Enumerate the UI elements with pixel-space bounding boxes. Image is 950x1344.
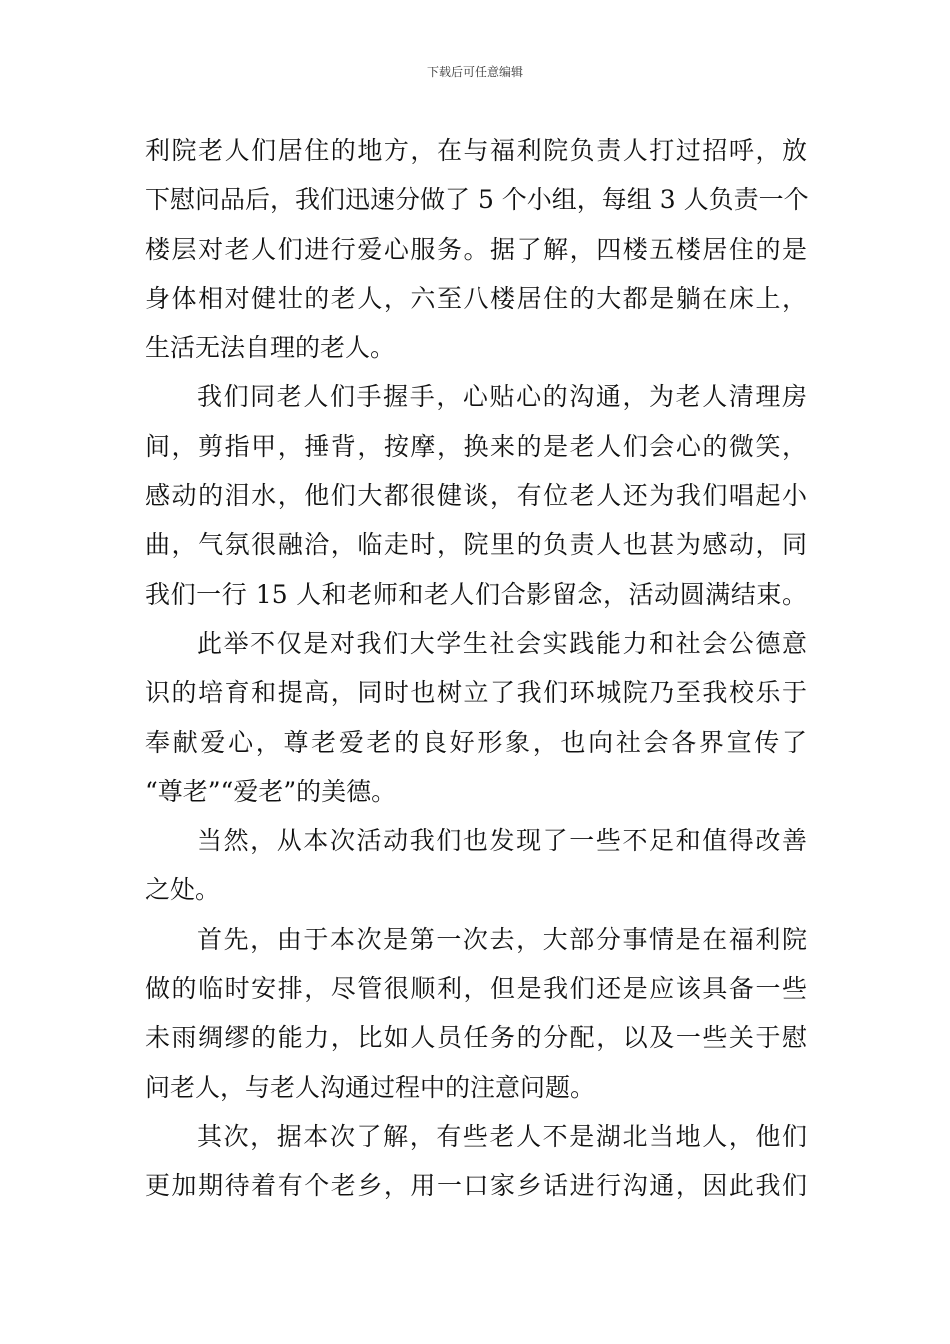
text-line: 未雨绸缪的能力，比如人员任务的分配，以及一些关于慰: [145, 1023, 807, 1053]
text-line: 首先，由于本次是第一次去，大部分事情是在福利院: [197, 924, 807, 954]
text-line: 更加期待着有个老乡，用一口家乡话进行沟通，因此我们: [145, 1171, 807, 1201]
text-line: 身体相对健壮的老人，六至八楼居住的大都是躺在床上，: [145, 283, 807, 313]
text-line: 感动的泪水，他们大都很健谈，有位老人还为我们唱起小: [145, 481, 807, 511]
text-line: 问老人，与老人沟通过程中的注意问题。: [145, 1072, 596, 1102]
text-line: 之处。: [145, 875, 221, 905]
text-line: 当然，从本次活动我们也发现了一些不足和值得改善: [197, 826, 807, 856]
text-line: 做的临时安排，尽管很顺利，但是我们还是应该具备一些: [145, 974, 807, 1004]
text-line: 识的培育和提高，同时也树立了我们环城院乃至我校乐于: [145, 678, 807, 708]
text-line: 我们同老人们手握手，心贴心的沟通，为老人清理房: [197, 382, 807, 412]
text-line: 下慰问品后，我们迅速分做了 5 个小组，每组 3 人负责一个: [145, 185, 809, 215]
text-line: 奉献爱心，尊老爱老的良好形象，也向社会各界宣传了: [145, 727, 807, 757]
text-line: 楼层对老人们进行爱心服务。据了解，四楼五楼居住的是: [145, 234, 807, 264]
text-line: 生活无法自理的老人。: [145, 333, 396, 363]
text-line: 其次，据本次了解，有些老人不是湖北当地人，他们: [197, 1121, 807, 1151]
text-line: 曲，气氛很融洽，临走时，院里的负责人也甚为感动，同: [145, 530, 807, 560]
text-line: 间，剪指甲，捶背，按摩，换来的是老人们会心的微笑，: [145, 431, 807, 461]
text-line: “尊老”“爱老”的美德。: [145, 776, 397, 806]
text-line: 利院老人们居住的地方，在与福利院负责人打过招呼，放: [145, 136, 807, 165]
document-body: [145, 126, 807, 1211]
page-header: 下载后可任意编辑: [426, 65, 523, 79]
text-line: 此举不仅是对我们大学生社会实践能力和社会公德意: [197, 628, 807, 658]
text-line: 我们一行 15 人和老师和老人们合影留念，活动圆满结束。: [145, 579, 807, 609]
